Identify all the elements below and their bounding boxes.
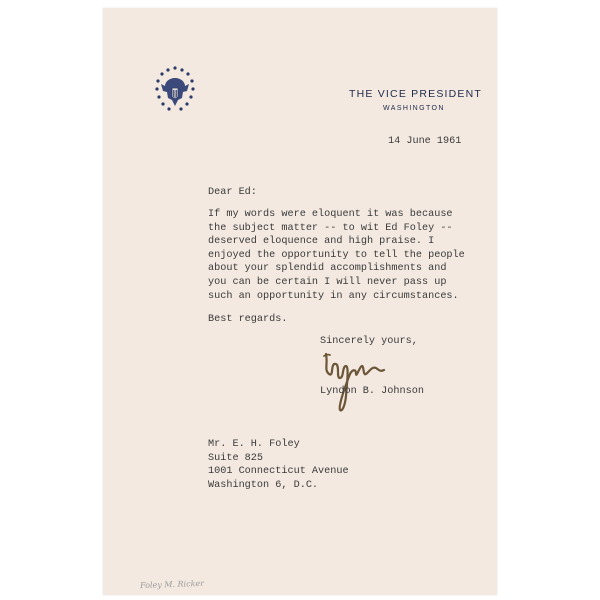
body-line: you can be certain I will never pass up <box>208 276 447 288</box>
vice-presidential-seal-icon <box>151 64 199 116</box>
body-line: about your splendid accomplishments and <box>208 263 447 275</box>
letter-paper <box>103 8 497 595</box>
letter-body <box>208 208 465 303</box>
typed-name: Lyndon B. Johnson <box>320 386 424 397</box>
letterhead-title: THE VICE PRESIDENT <box>349 88 483 100</box>
handwritten-signature-icon <box>316 344 386 416</box>
body-line: enjoyed the opportunity to tell the people <box>208 249 465 261</box>
signoff: Sincerely yours, <box>320 336 418 347</box>
closing: Best regards. <box>208 314 288 325</box>
salutation: Dear Ed: <box>208 187 257 198</box>
body-line: If my words were eloquent it was because <box>208 209 453 220</box>
body-line: deserved eloquence and high praise. I <box>208 236 435 248</box>
pencil-note: Foley M. Ricker <box>139 578 205 591</box>
letterhead-location: WASHINGTON <box>383 105 445 112</box>
body-line: the subject matter -- to wit Ed Foley -- <box>208 222 453 234</box>
recipient-address <box>208 438 349 492</box>
address-line: 1001 Connecticut Avenue <box>208 466 349 478</box>
address-line: Washington 6, D.C. <box>208 479 319 491</box>
letter-date: 14 June 1961 <box>388 136 462 147</box>
body-line: such an opportunity in any circumstances. <box>208 290 459 302</box>
address-line: Suite 825 <box>208 452 264 464</box>
address-line: Mr. E. H. Foley <box>208 439 300 450</box>
